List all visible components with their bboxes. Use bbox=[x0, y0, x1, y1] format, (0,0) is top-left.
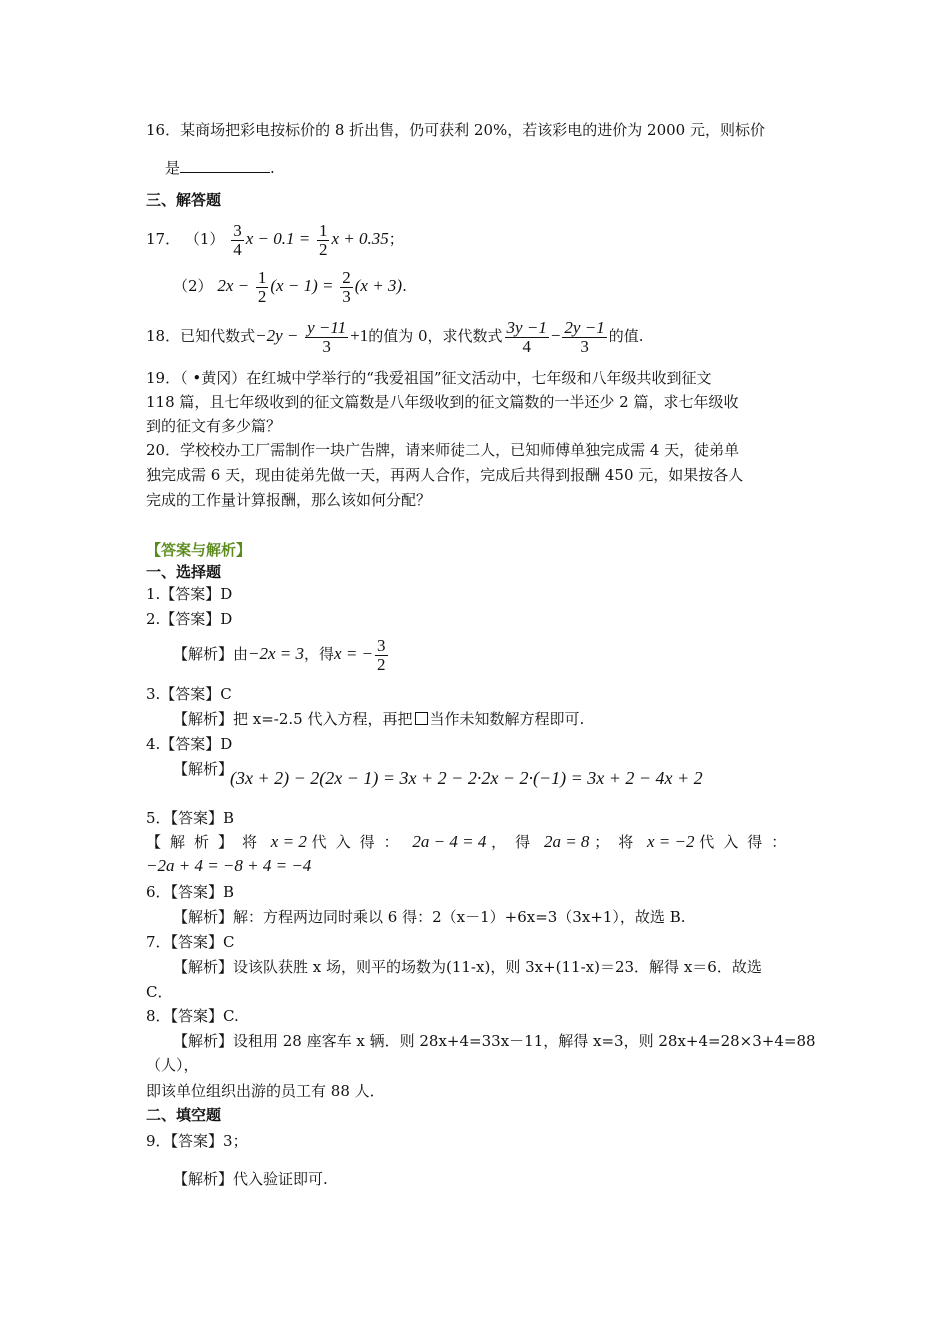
a2-frac bbox=[375, 637, 388, 674]
a4-exp-label: 【解析】 bbox=[173, 760, 234, 778]
q20-line3: 完成的工作量计算报酬，那么该如何分配？ bbox=[146, 491, 432, 509]
q16-line2 bbox=[165, 158, 275, 178]
answer-2-explanation bbox=[173, 634, 390, 674]
q17-p2-c: (x + 3) bbox=[354, 276, 403, 295]
q17-frac-3-4 bbox=[231, 222, 244, 259]
q18-expr1-a: −2y − bbox=[255, 326, 299, 345]
a5-x2: x = 2 bbox=[270, 832, 307, 851]
q17-p1-end: ； bbox=[388, 230, 404, 248]
q17-p2-a: 2x − bbox=[217, 276, 250, 295]
a2-eq2: x = − bbox=[334, 644, 374, 663]
frac-den: 2 bbox=[257, 286, 267, 306]
q17-part1 bbox=[146, 219, 404, 259]
section1-heading: 一、选择题 bbox=[146, 563, 222, 581]
a2-exp-mid: ，得 bbox=[304, 645, 335, 663]
answer-6-explanation: 【解析】解：方程两边同时乘以 6 得：2（x－1）+6x=3（3x+1），故选 B. bbox=[173, 908, 686, 926]
frac-den: 4 bbox=[522, 336, 531, 356]
answer-4: 4.【答案】D bbox=[146, 735, 233, 753]
frac-den: 2 bbox=[377, 654, 386, 674]
a5-exp-label: 【解析】将 bbox=[146, 833, 267, 851]
answer-5-explanation bbox=[146, 832, 795, 852]
answer-8-explanation-line2: （人）， bbox=[146, 1056, 199, 1074]
q17-part2 bbox=[173, 266, 407, 306]
a5-e1: 2a − 4 = 4 bbox=[412, 832, 487, 851]
answer-6: 6．【答案】B bbox=[146, 883, 235, 901]
a5-t4: 代入得： bbox=[699, 833, 796, 851]
q18-prefix: 18．已知代数式 bbox=[146, 327, 256, 345]
answer-5: 5．【答案】B bbox=[146, 809, 235, 827]
frac-num: 3 bbox=[377, 635, 386, 655]
a2-eq1: −2x = 3 bbox=[248, 644, 305, 663]
answer-8: 8．【答案】C. bbox=[146, 1007, 239, 1025]
q18-expr1-b: +1 bbox=[350, 326, 369, 345]
frac-num: 1 bbox=[257, 267, 267, 287]
q18 bbox=[146, 316, 643, 356]
answer-7-explanation: 【解析】设该队获胜 x 场，则平的场数为(11-x)，则 3x+(11-x)＝23．解得 x＝6．故选 bbox=[173, 958, 762, 976]
frac-num: 2y −1 bbox=[564, 317, 605, 337]
q17-p1-b: x + 0.35 bbox=[331, 229, 389, 248]
q17-p2-b: (x − 1) = bbox=[270, 276, 334, 295]
frac-num: 1 bbox=[318, 220, 328, 240]
frac-den: 2 bbox=[318, 239, 328, 259]
answer-9-explanation: 【解析】代入验证即可. bbox=[173, 1170, 328, 1188]
q20-line1: 20．学校校办工厂需制作一块广告牌，请来师徒二人，已知师傅单独完成需 4 天，徒弟单 bbox=[146, 441, 740, 459]
q20-line2: 独完成需 6 天，现由徒弟先做一天，再两人合作，完成后共得到报酬 450 元，如果按各人 bbox=[146, 466, 744, 484]
q18-suffix: 的值. bbox=[608, 327, 644, 345]
a5-t1: 代入得： bbox=[311, 833, 408, 851]
q18-frac3 bbox=[562, 319, 606, 356]
frac-num: y −11 bbox=[307, 317, 347, 337]
frac-den: 4 bbox=[233, 239, 242, 259]
a5-t3: ；将 bbox=[594, 833, 643, 851]
a5-t2: ，得 bbox=[491, 833, 540, 851]
a2-exp-label: 【解析】由 bbox=[173, 645, 249, 663]
section2-heading: 二、填空题 bbox=[146, 1106, 222, 1124]
q18-frac1 bbox=[305, 319, 348, 356]
answer-7: 7．【答案】C bbox=[146, 933, 235, 951]
frac-num: 3y −1 bbox=[506, 317, 547, 337]
q17-num: 17． bbox=[146, 230, 181, 248]
answer-blank bbox=[180, 158, 270, 173]
answer-7-explanation-line2: C． bbox=[146, 983, 173, 1001]
answer-1: 1.【答案】D bbox=[146, 585, 233, 603]
answer-3: 3.【答案】C bbox=[146, 685, 232, 703]
frac-den: 3 bbox=[580, 336, 589, 356]
a4-exp-eq: (3x + 2) − 2(2x − 1) = 3x + 2 − 2·2x − 2·(−1) = 3x + 2 − 4x + 2 bbox=[230, 768, 703, 788]
section3-heading: 三、解答题 bbox=[146, 191, 222, 209]
answer-2: 2.【答案】D bbox=[146, 610, 233, 628]
a5-e2: 2a = 8 bbox=[543, 832, 590, 851]
q17-frac-2-3 bbox=[340, 269, 353, 306]
frac-den: 3 bbox=[342, 286, 351, 306]
a3-exp-a: 【解析】把 x=-2.5 代入方程，再把 bbox=[173, 710, 413, 728]
answer-3-explanation bbox=[173, 709, 584, 729]
q17-frac-1-2b bbox=[256, 269, 269, 306]
answer-9: 9．【答案】3； bbox=[146, 1132, 248, 1150]
q17-p1-a: x − 0.1 = bbox=[245, 229, 311, 248]
q16-suffix: . bbox=[270, 159, 275, 177]
q18-minus: − bbox=[550, 326, 561, 345]
q17-p1-label: （1） bbox=[184, 230, 225, 248]
answer-5-explanation-line2: −2a + 4 = −8 + 4 = −4 bbox=[146, 856, 312, 875]
frac-num: 3 bbox=[233, 220, 242, 240]
a3-exp-b: 当作未知数解方程即可. bbox=[429, 710, 585, 728]
answer-8-explanation: 【解析】设租用 28 座客车 x 辆．则 28x+4=33x－11，解得 x=3，则 28x+4=28×3+4=88 bbox=[173, 1032, 816, 1050]
answer-8-explanation-line3: 即该单位组织出游的员工有 88 人． bbox=[146, 1082, 385, 1100]
q19-line3: 到的征文有多少篇？ bbox=[146, 417, 282, 435]
q16-prefix: 是 bbox=[165, 159, 181, 177]
q19-line2: 118 篇，且七年级收到的征文篇数是八年级收到的征文篇数的一半还少 2 篇，求七年级收 bbox=[146, 393, 739, 411]
q17-p2-end: . bbox=[402, 277, 407, 295]
q16-line1: 16．某商场把彩电按标价的 8 折出售，仍可获利 20%，若该彩电的进价为 2000 元，则标价 bbox=[146, 121, 765, 139]
q18-middle: 的值为 0，求代数式 bbox=[368, 327, 503, 345]
frac-den: 3 bbox=[322, 336, 331, 356]
q17-p2-label: （2） bbox=[173, 277, 213, 295]
square-placeholder-icon bbox=[415, 712, 428, 725]
q17-frac-1-2 bbox=[317, 222, 330, 259]
a5-x3: x = −2 bbox=[647, 832, 695, 851]
q19-line1: 19．（ •黄冈）在红城中学举行的“我爱祖国”征文活动中，七年级和八年级共收到征文 bbox=[146, 369, 712, 387]
frac-num: 2 bbox=[342, 267, 351, 287]
q18-frac2 bbox=[505, 319, 549, 356]
answers-heading: 【答案与解析】 bbox=[146, 541, 252, 559]
